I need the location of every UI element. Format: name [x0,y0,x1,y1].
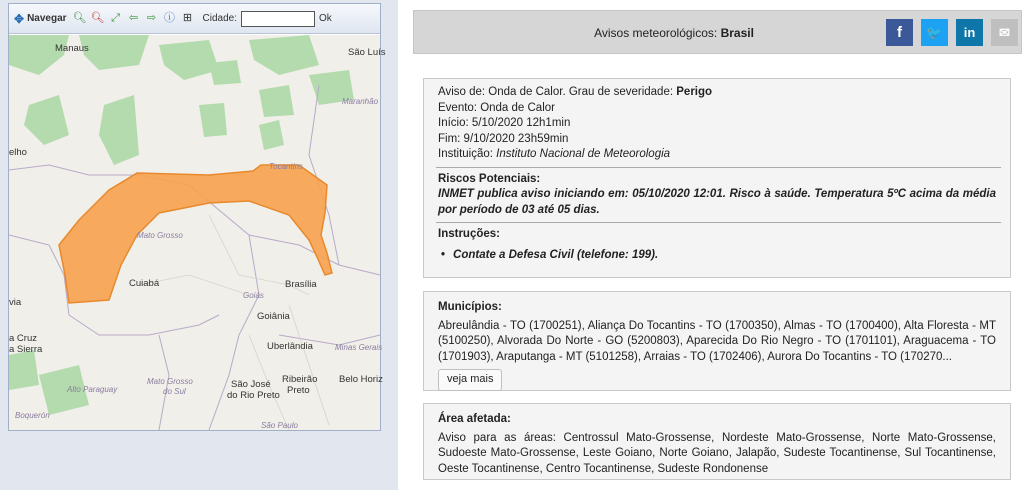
map-panel [8,3,386,431]
map-label-boqueron: Boquerón [15,411,50,420]
map-label-goias: Goiás [243,291,264,300]
alerts-panel [398,0,1024,490]
municipalities-title: Municípios: [438,301,502,313]
move-icon: ✥ [14,11,25,26]
municipalities-text: Abreulândia - TO (1700251), Aliança Do Tocantins - TO (1700350), Almas - TO (1700400), Alta Floresta - MT (5100250), Alvorada Do Norte - GO (5200803), Aparecida Do Rio Negro - TO (1701101), Araguacema - TO (1701903), Araputanga - MT (5101258), Arraias - TO (1702406), Aurora Do Tocantins - TO (170270... [438,319,996,363]
info-icon[interactable]: ⓘ [164,12,176,24]
map-label-goiania: Goiânia [257,311,290,322]
divider [436,222,1001,223]
severity-value: Perigo [676,86,713,98]
zoom-out-icon[interactable]: 🔍︎ [90,12,105,24]
map-label-ms-2: do Sul [163,387,186,396]
ok-button[interactable]: Ok [319,13,332,24]
linkedin-share-button[interactable] [956,19,983,46]
map-toolbar [9,4,380,34]
map-label-brasilia: Brasília [285,279,317,290]
institution-name: Instituto Nacional de Meteorologia [496,148,671,160]
title-region: Brasil [720,26,754,40]
map-label-sao-luis: São Luís [348,47,386,58]
map-label-ms-1: Mato Grosso [147,377,193,386]
map-label-belo-horiz: Belo Horiz [339,374,383,385]
map-label-maranhao: Maranhão [342,97,379,106]
event-line: Evento: Onda de Calor [438,101,555,114]
end-line: Fim: 9/10/2020 23h59min [438,132,569,145]
affected-area-box [423,403,1011,480]
zoom-in-icon[interactable]: 🔍︎ [72,12,87,24]
grid-icon[interactable]: ⊞ [182,12,193,24]
city-label: Cidade: [202,13,237,24]
twitter-icon: 🐦 [926,24,943,40]
instruction-item: • Contate a Defesa Civil (telefone: 199). [441,248,996,264]
navigate-label: Navegar [27,13,67,24]
facebook-icon: f [897,24,902,41]
navigate-tool[interactable] [14,12,67,26]
linkedin-icon: in [963,25,976,40]
alerts-header [413,10,1022,54]
map-label-sao-paulo: São Paulo [261,421,298,430]
map-label-manaus: Manaus [55,43,89,54]
email-icon: ✉ [999,24,1010,40]
affected-area-title: Área afetada: [438,413,511,425]
map-label-mato-grosso: Mato Grosso [137,231,183,240]
map-label-sao-jose-2: do Rio Preto [227,390,280,401]
risks-title: Riscos Potenciais: [438,172,541,185]
map-label-cuiaba: Cuiabá [129,278,160,289]
next-view-icon[interactable]: ⇨ [146,12,157,24]
city-input[interactable] [241,11,315,27]
map-label-via: via [9,297,22,308]
email-share-button[interactable] [991,19,1018,46]
institution-line [438,147,996,163]
alert-type: Aviso de: Onda de Calor. Grau de severidade: [438,86,677,98]
map-canvas[interactable] [9,35,386,430]
instructions-title: Instruções: [438,228,500,240]
map-label-ribeirao-1: Ribeirão [282,374,318,385]
previous-view-icon[interactable]: ⇦ [128,12,139,24]
institution-prefix: Instituição: [438,148,497,160]
facebook-share-button[interactable] [886,19,913,46]
alert-type-line [438,85,996,101]
affected-area-text: Aviso para as áreas: Centrossul Mato-Grossense, Nordeste Mato-Grossense, Norte Mato-Grossense, Sudoeste Mato-Grossense, Leste Goiano, Norte Goiano, Jalapão, Sudeste Tocantinense, Sul Tocantinense, Oeste Tocantinense, Centro Tocantinense, Sudeste Rondonense [438,431,996,475]
risks-text: INMET publica aviso iniciando em: 05/10/2020 12:01. Risco à saúde. Temperatura 5ºC acima da média por período de 03 até 05 dias. [438,188,996,216]
divider [436,167,1001,168]
twitter-share-button[interactable] [921,19,948,46]
map-svg [9,35,383,430]
see-more-button[interactable]: veja mais [438,369,502,391]
title-prefix: Avisos meteorológicos: [594,26,721,40]
map-label-minas-gerais: Minas Gerais [335,343,383,352]
alert-details-box [423,78,1011,278]
municipalities-box [423,291,1011,391]
map-label-velho: elho [9,147,27,158]
zoom-extent-icon[interactable]: ⤢ [111,12,120,24]
start-line: Início: 5/10/2020 12h1min [438,117,571,129]
map-label-alto-paraguay: Alto Paraguay [67,385,118,394]
map-label-ribeirao-2: Preto [287,385,310,396]
map-label-sao-jose-1: São José [231,379,271,390]
map-label-cruz: a Cruz [9,333,37,344]
map-label-sierra: a Sierra [9,344,43,355]
alerts-title [414,26,934,40]
map-label-tocantins: Tocantins [269,162,303,171]
map-label-uberlandia: Uberlândia [267,341,313,352]
